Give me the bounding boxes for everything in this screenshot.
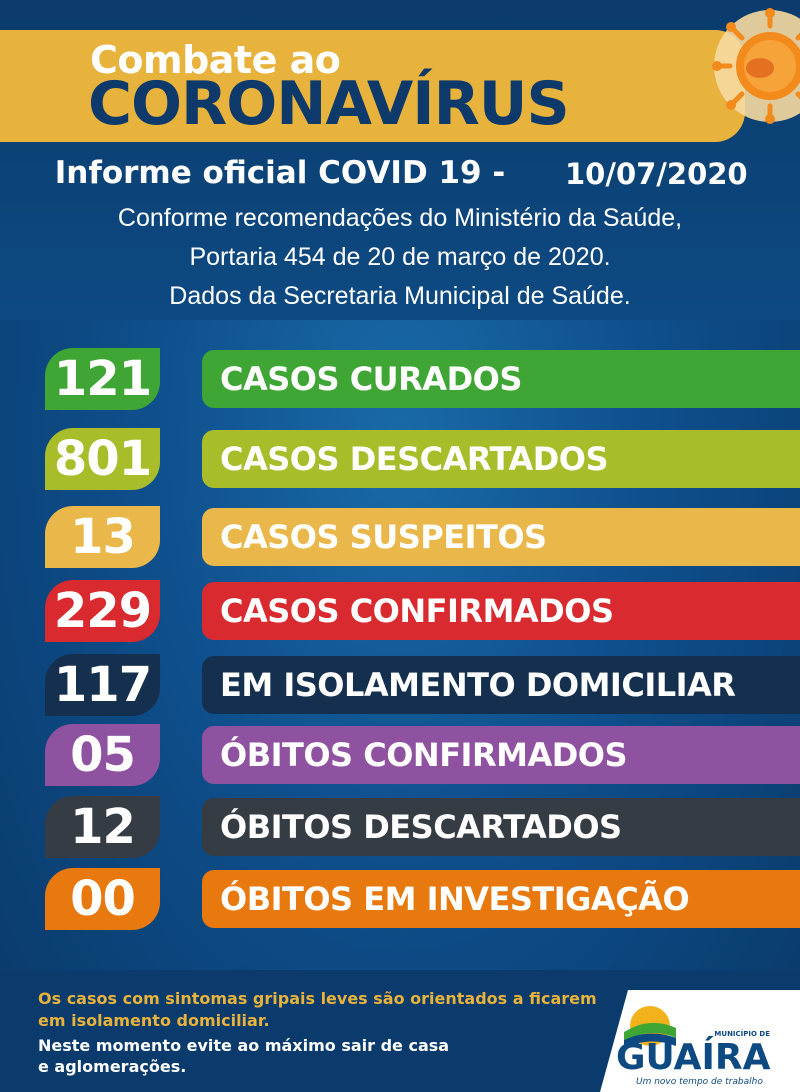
stat-label: CASOS CURADOS (202, 350, 800, 408)
stat-row-casos-descartados (0, 428, 800, 490)
stat-row-isolamento-domiciliar (0, 654, 800, 716)
stat-label: CASOS SUSPEITOS (202, 508, 800, 566)
stat-value: 00 (45, 868, 160, 930)
report-title: Informe oficial COVID 19 - (54, 155, 506, 191)
stat-label: ÓBITOS CONFIRMADOS (202, 726, 800, 784)
stat-row-casos-suspeitos (0, 506, 800, 568)
stat-row-obitos-descartados (0, 796, 800, 858)
footer-note-yellow: Os casos com sintomas gripais leves são orientados a ficarem em isolamento domiciliar. (38, 989, 597, 1030)
stat-value: 05 (45, 724, 160, 786)
sub-line-1: Conforme recomendações do Ministério da Saúde, (117, 204, 683, 232)
stat-value: 117 (45, 654, 160, 716)
stat-label: EM ISOLAMENTO DOMICILIAR (202, 656, 800, 714)
coronavirus-icon (710, 6, 800, 126)
stat-value: 121 (45, 348, 160, 410)
stat-label: CASOS DESCARTADOS (202, 430, 800, 488)
stat-row-casos-curados (0, 348, 800, 410)
report-date: 10/07/2020 (565, 157, 748, 191)
footer-note-white: Neste momento evite ao máximo sair de casa e aglomerações. (38, 1036, 450, 1076)
stat-label: ÓBITOS DESCARTADOS (202, 798, 800, 856)
stat-row-casos-confirmados (0, 580, 800, 642)
stat-row-obitos-confirmados (0, 724, 800, 786)
title-line1: Combate ao (90, 38, 341, 82)
stat-label: CASOS CONFIRMADOS (202, 582, 800, 640)
logo-slogan: Um novo tempo de trabalho (636, 1077, 763, 1087)
stat-label: ÓBITOS EM INVESTIGAÇÃO (202, 870, 800, 928)
sub-line-3: Dados da Secretaria Municipal de Saúde. (169, 282, 631, 310)
logo-small-text: MUNICÍPIO DE (714, 1030, 770, 1038)
stat-row-obitos-investigacao (0, 868, 800, 930)
sub-line-2: Portaria 454 de 20 de março de 2020. (189, 243, 611, 271)
logo-name: GUAÍRA (616, 1037, 771, 1078)
stat-value: 13 (45, 506, 160, 568)
title-line2: CORONAVÍRUS (88, 69, 569, 139)
stat-value: 12 (45, 796, 160, 858)
stat-value: 229 (45, 580, 160, 642)
stat-value: 801 (45, 428, 160, 490)
